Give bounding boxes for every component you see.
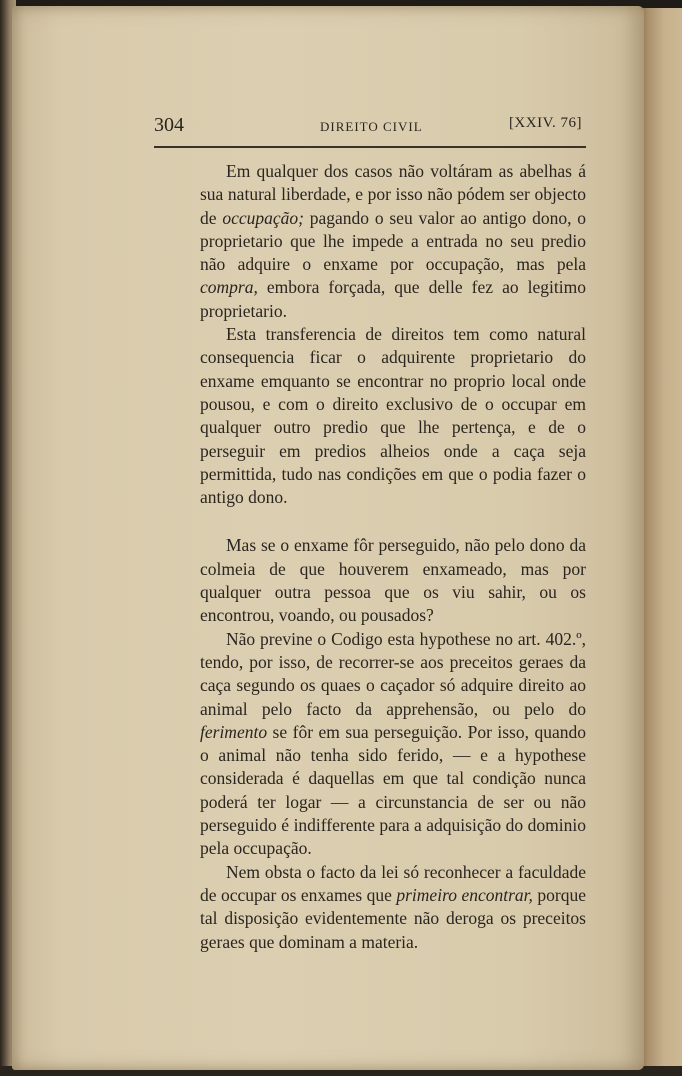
emphasis-ferimento: ferimento xyxy=(200,721,268,742)
paragraph-1: Em qualquer dos casos não voltáram as abelhas á sua natural liberdade, e por isso não pódem ser objecto de occupação; pagando o seu valor ao antigo dono, o proprietario que lhe impede a entrada no seu predio não adquire o enxame por occupação, mas pela compra, embora forçada, que delle fez ao legitimo proprietario. xyxy=(200,161,586,321)
running-header xyxy=(154,114,584,140)
paragraph-2: Esta transferencia de direitos tem como natural consequencia ficar o adquirente proprietario do enxame emquanto se encontrar no proprio local onde pousou, e com o direito exclusivo de o occupar em qualquer outro predio que lhe pertença, e de o perseguir em predios alheios onde a caça seja permittida, tudo nas condições em que o podia fazer o antigo dono. xyxy=(200,324,586,508)
running-title: DIREITO CIVIL xyxy=(320,119,423,134)
body-text xyxy=(200,160,586,954)
paragraph-4: Não previne o Codigo esta hypothese no art. 402.º, tendo, por isso, de recorrer-se aos preceitos geraes da caça segundo os quaes o caçador só adquire direito ao animal pelo facto da apprehensão, ou pelo do ferimento se fôr em sua perseguição. Por isso, quando o animal não tenha sido ferido, — e a hypothese considerada é daquellas em que tal condição nunca poderá ter logar — a circunstancia de ser ou não perseguido é indifferente para a adquisição do dominio pela occupação. xyxy=(200,628,586,859)
emphasis-primeiro-encontrar: primeiro encontrar, xyxy=(396,884,533,905)
paragraph-3: Mas se o enxame fôr perseguido, não pelo dono da colmeia de que houverem enxameado, mas por qualquer outra pessoa que os viu sahir, ou os encontrou, voando, ou pousados? xyxy=(200,535,586,626)
page-number: 304 xyxy=(154,114,184,136)
paragraph-5: Nem obsta o facto da lei só reconhecer a faculdade de occupar os enxames que primeiro encontrar, porque tal disposição evidentemente não deroga os preceitos geraes que dominam a materia. xyxy=(200,861,586,952)
emphasis-occupacao: occupação; xyxy=(222,207,304,228)
header-rule xyxy=(154,146,586,148)
emphasis-compra: compra, xyxy=(200,277,258,298)
section-reference: [XXIV. 76] xyxy=(508,115,582,131)
